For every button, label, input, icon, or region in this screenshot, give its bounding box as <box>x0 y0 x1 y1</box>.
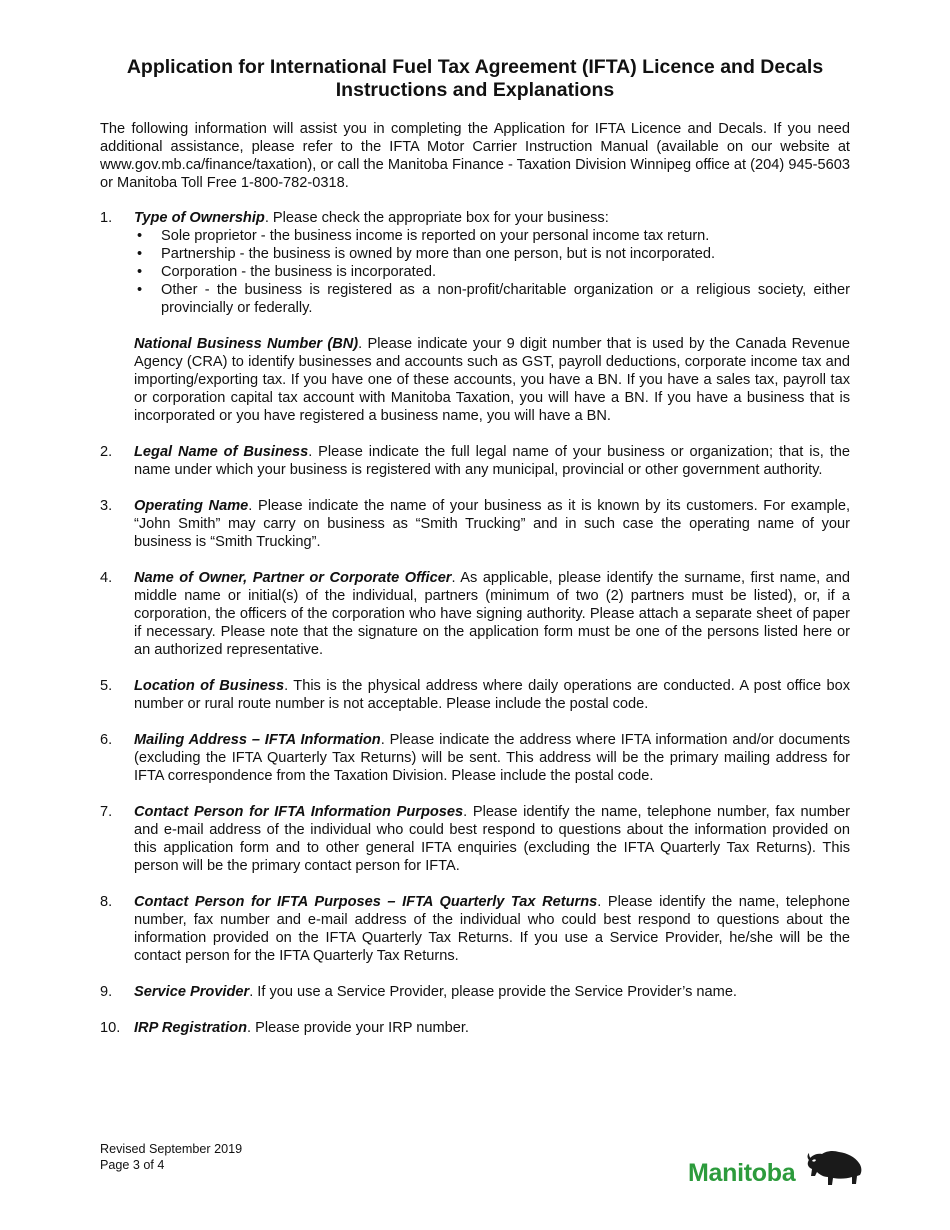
bison-icon <box>806 1150 864 1190</box>
bullet-item: • Sole proprietor - the business income is reported on your personal income tax return. <box>134 227 850 245</box>
list-item <box>100 569 850 659</box>
list-item <box>100 803 850 875</box>
item-heading: Name of Owner, Partner or Corporate Officer <box>134 570 452 586</box>
item-number: 5. <box>100 678 113 694</box>
item-number: 7. <box>100 804 113 820</box>
item-text: . Please check the appropriate box for your business: <box>264 210 609 226</box>
bn-text: . Please indicate your 9 digit number that is used by the Canada Revenue Agency (CRA) to identify businesses and accounts such as GST, payroll deductions, corporate income tax and importing/exporting tax. If you have one of these accounts, you have a BN. If you have a sales tax, payroll tax or corporation capital tax account with Manitoba Taxation, you will have a BN. If you have a business that is incorporated or you have registered a business name, you will have a BN. <box>134 336 851 424</box>
title-line-1: Application for International Fuel Tax Agreement (IFTA) Licence and Decals <box>126 56 824 78</box>
bullet-item: • Partnership - the business is owned by more than one person, but is not incorporated. <box>134 245 850 263</box>
item-heading: Legal Name of Business <box>134 444 309 460</box>
item-number: 8. <box>100 894 113 910</box>
item-number: 10. <box>100 1020 121 1036</box>
item-text: . This is the physical address where daily operations are conducted. A post office box number or rural route number is not acceptable. Please include the postal code. <box>134 678 851 712</box>
item-heading: IRP Registration <box>134 1020 247 1036</box>
item-text: . Please identify the name, telephone number, fax number and e-mail address of the individual who could best respond to questions about the information provided on the IFTA Quarterly Tax Returns. If you use a Service Provider, he/she will be the contact person for the IFTA Quarterly Tax Returns. <box>134 894 851 964</box>
item-heading: Type of Ownership <box>134 210 265 226</box>
item-heading: Mailing Address – IFTA Information <box>134 732 381 748</box>
item-text: . Please identify the name, telephone number, fax number and e-mail address of the individual who could best respond to questions about the information provided on this application form and to other general IFTA enquiries (excluding the IFTA Quarterly Tax Returns). This person will be the primary contact person for IFTA. <box>134 804 850 874</box>
list-item <box>100 1019 850 1037</box>
item-number: 6. <box>100 732 113 748</box>
title-line-2: Instructions and Explanations <box>335 79 615 101</box>
ownership-bullet-list <box>134 227 850 317</box>
list-item <box>100 443 850 479</box>
item-number: 9. <box>100 984 113 1000</box>
page-footer <box>100 1141 242 1173</box>
bullet-item: • Corporation - the business is incorporated. <box>134 263 850 281</box>
item-number: 1. <box>100 210 113 226</box>
list-item <box>100 983 850 1001</box>
item-text: . Please provide your IRP number. <box>246 1020 469 1036</box>
item-text: . Please indicate the address where IFTA information and/or documents (excluding the IFTA Quarterly Tax Returns) will be sent. This address will be the primary mailing address for IFTA correspondence from the Taxation Division. Please include the postal code. <box>134 732 850 784</box>
list-item <box>100 677 850 713</box>
item-text: . As applicable, please identify the surname, first name, and middle name or initial(s) of the individual, partners (minimum of two (2) partners must be listed), or, if a corporation, the officers of the corporation who have signing authority. Please attach a separate sheet of paper if necessary. Please note that the signature on the application form must be one of the persons listed here or an authorized representative. <box>134 570 850 658</box>
item-heading: Location of Business <box>134 678 285 694</box>
instructions-list <box>100 209 850 1037</box>
item-text: . Please indicate the name of your business as it is known by its customers. For example, “John Smith” may carry on business as “Smith Trucking” and in such case the operating name of your business is “Smith Trucking”. <box>134 498 850 550</box>
list-item <box>100 497 850 551</box>
list-item <box>100 893 850 965</box>
item-number: 3. <box>100 498 113 514</box>
page-number: Page 3 of 4 <box>100 1158 165 1172</box>
business-number-paragraph <box>100 335 850 425</box>
bn-heading: National Business Number (BN) <box>134 336 359 352</box>
revision-date: Revised September 2019 <box>100 1142 243 1156</box>
item-heading: Operating Name <box>134 498 249 514</box>
item-heading: Service Provider <box>134 984 250 1000</box>
logo-wordmark: Manitoba <box>688 1159 796 1187</box>
item-text: . If you use a Service Provider, please provide the Service Provider’s name. <box>249 984 737 1000</box>
list-item <box>100 731 850 785</box>
bullet-item: • Other - the business is registered as a non-profit/charitable organization or a religious society, either provincially or federally. <box>134 281 850 317</box>
item-heading: Contact Person for IFTA Information Purposes <box>134 804 464 820</box>
item-number: 4. <box>100 570 113 586</box>
list-item <box>100 209 850 317</box>
item-heading: Contact Person for IFTA Purposes – IFTA Quarterly Tax Returns <box>134 894 598 910</box>
intro-paragraph: The following information will assist you in completing the Application for IFTA Licence and Decals. If you need additional assistance, please refer to the IFTA Motor Carrier Instruction Manual (available on our website at www.gov.mb.ca/finance/taxation), or call the Manitoba Finance - Taxation Division Winnipeg office at (204) 945-5603 or Manitoba Toll Free 1-800-782-0318. <box>100 121 850 191</box>
manitoba-logo <box>688 1150 864 1192</box>
item-number: 2. <box>100 444 113 460</box>
item-text: . Please indicate the full legal name of your business or organization; that is, the name under which your business is registered with any municipal, provincial or other government authority. <box>134 444 850 478</box>
page-title <box>100 56 850 102</box>
